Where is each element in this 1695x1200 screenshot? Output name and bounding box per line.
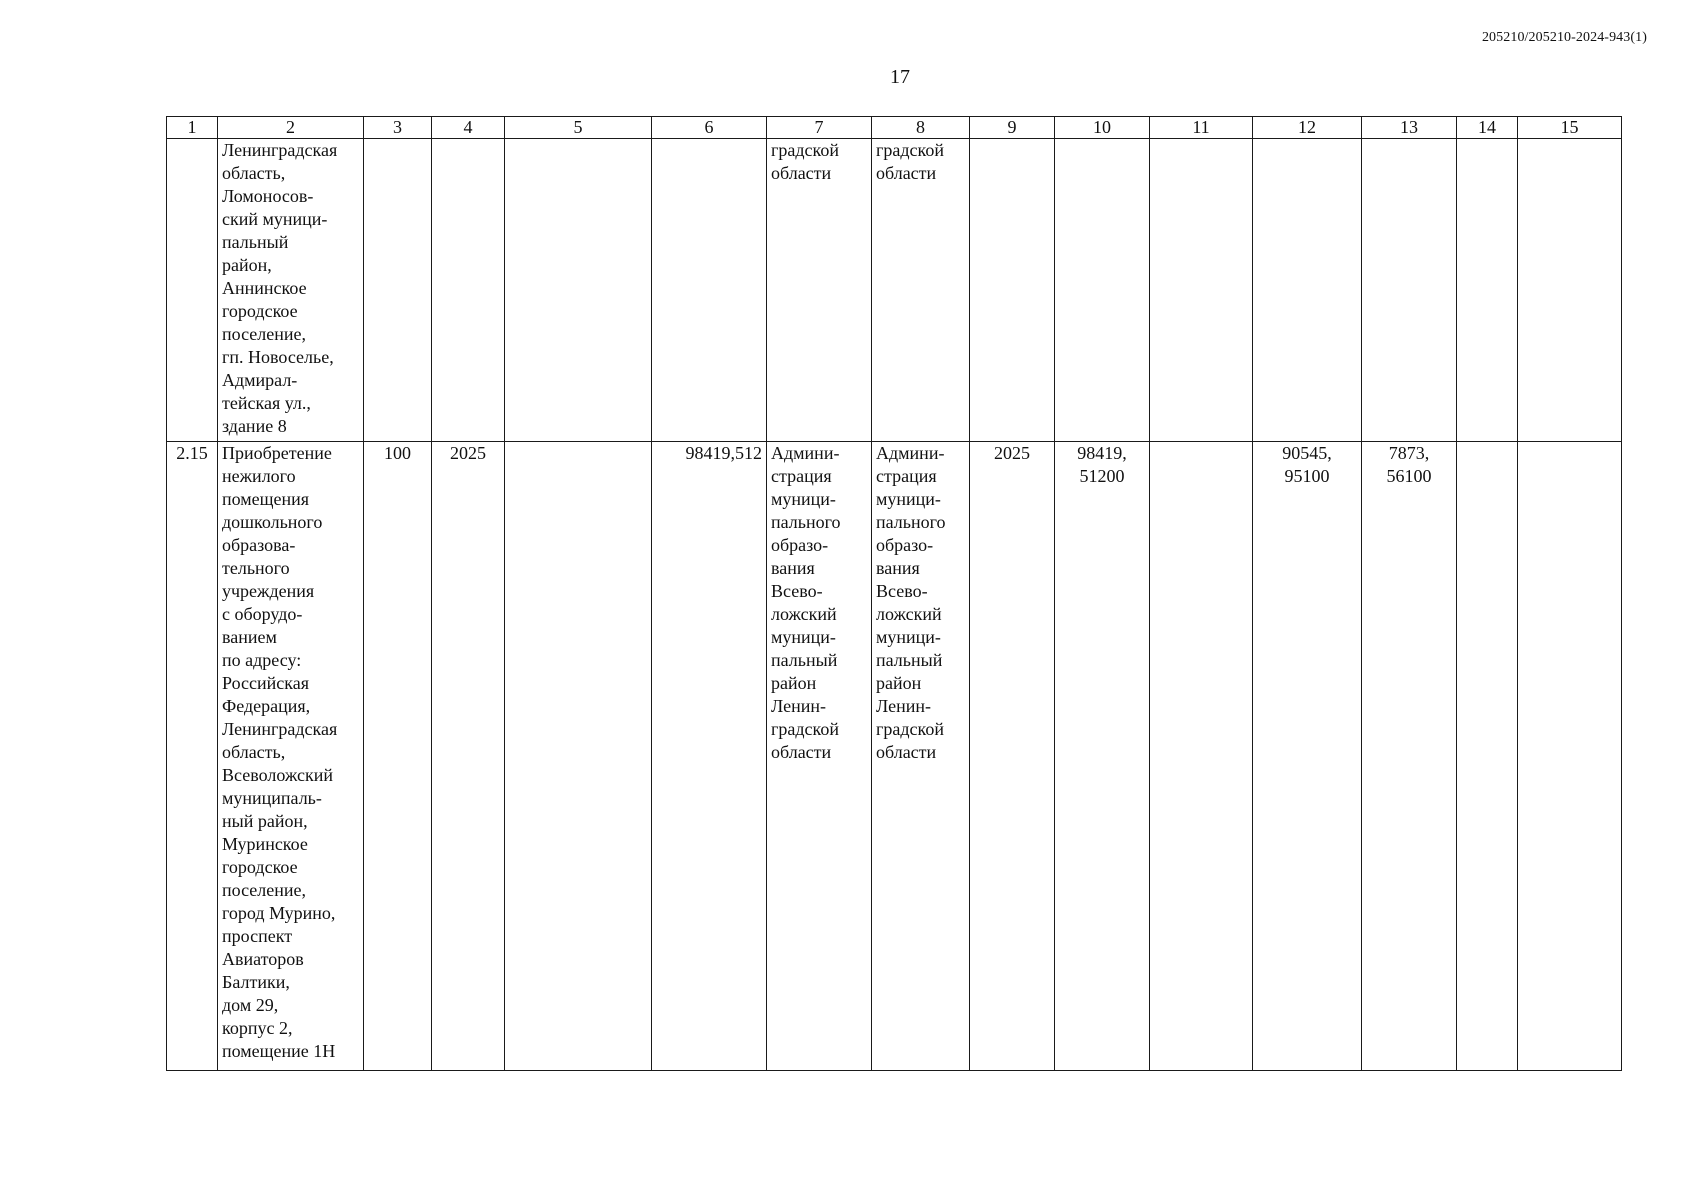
cell-line: градской bbox=[876, 140, 944, 160]
cell-line: области bbox=[876, 742, 937, 762]
cell-col14 bbox=[1457, 139, 1518, 442]
cell-line: страция bbox=[771, 466, 832, 486]
cell-col4 bbox=[432, 139, 505, 442]
cell-col13 bbox=[1362, 139, 1457, 442]
cell-line: здание 8 bbox=[222, 416, 287, 436]
cell-line: Ломоносов- bbox=[222, 186, 314, 206]
cell-line: 56100 bbox=[1386, 466, 1432, 486]
column-number: 7 bbox=[767, 117, 872, 139]
cell-line: муници- bbox=[876, 627, 941, 647]
cell-line: Авиаторов bbox=[222, 949, 304, 969]
cell-line: Всеволожский bbox=[222, 765, 333, 785]
column-number: 10 bbox=[1055, 117, 1150, 139]
cell-line: ложский bbox=[876, 604, 942, 624]
cell-col3 bbox=[364, 139, 432, 442]
cell-line: ный район, bbox=[222, 811, 308, 831]
cell-line: области bbox=[771, 163, 832, 183]
column-number: 15 bbox=[1518, 117, 1622, 139]
cell-line: дошкольного bbox=[222, 512, 323, 532]
cell-line: ложский bbox=[771, 604, 837, 624]
cell-line: помещение 1Н bbox=[222, 1041, 336, 1061]
cell-col3: 100 bbox=[364, 442, 432, 1071]
table-row bbox=[167, 139, 1622, 442]
column-number-row bbox=[167, 117, 1622, 139]
cell-line: 98419, bbox=[1077, 443, 1127, 463]
cell-line: Ленин- bbox=[876, 696, 931, 716]
cell-line: Приобретение bbox=[222, 443, 332, 463]
cell-col4: 2025 bbox=[432, 442, 505, 1071]
cell-col7 bbox=[767, 442, 872, 1071]
cell-col11 bbox=[1150, 139, 1253, 442]
data-table bbox=[166, 116, 1622, 1071]
cell-line: область, bbox=[222, 163, 286, 183]
cell-line: учреждения bbox=[222, 581, 315, 601]
cell-line: дом 29, bbox=[222, 995, 279, 1015]
cell-line: Админи- bbox=[876, 443, 945, 463]
cell-line: муници- bbox=[771, 627, 836, 647]
cell-line: с оборудо- bbox=[222, 604, 303, 624]
cell-description bbox=[218, 139, 364, 442]
column-number: 5 bbox=[505, 117, 652, 139]
cell-line: Ленинградская bbox=[222, 140, 338, 160]
cell-col10 bbox=[1055, 442, 1150, 1071]
cell-line: район bbox=[876, 673, 922, 693]
cell-col8 bbox=[872, 139, 970, 442]
column-number: 8 bbox=[872, 117, 970, 139]
cell-line: вания bbox=[771, 558, 815, 578]
column-number: 1 bbox=[167, 117, 218, 139]
table-row bbox=[167, 442, 1622, 1071]
cell-line: поселение, bbox=[222, 324, 307, 344]
cell-line: Адмирал- bbox=[222, 370, 298, 390]
cell-col5 bbox=[505, 442, 652, 1071]
cell-line: Всево- bbox=[876, 581, 928, 601]
column-number: 11 bbox=[1150, 117, 1253, 139]
cell-line: Российская bbox=[222, 673, 309, 693]
cell-line: тейская ул., bbox=[222, 393, 311, 413]
cell-line: ванием bbox=[222, 627, 277, 647]
cell-col7 bbox=[767, 139, 872, 442]
cell-col9: 2025 bbox=[970, 442, 1055, 1071]
cell-line: муници- bbox=[876, 489, 941, 509]
cell-line: городское bbox=[222, 857, 298, 877]
cell-line: муниципаль- bbox=[222, 788, 322, 808]
cell-index bbox=[167, 139, 218, 442]
cell-line: 90545, bbox=[1282, 443, 1332, 463]
cell-col14 bbox=[1457, 442, 1518, 1071]
column-number: 14 bbox=[1457, 117, 1518, 139]
cell-col12 bbox=[1253, 139, 1362, 442]
cell-col9 bbox=[970, 139, 1055, 442]
cell-line: район, bbox=[222, 255, 272, 275]
cell-col15 bbox=[1518, 442, 1622, 1071]
cell-line: пальный bbox=[771, 650, 838, 670]
cell-line: Федерация, bbox=[222, 696, 311, 716]
cell-line: гп. Новоселье, bbox=[222, 347, 334, 367]
cell-line: 95100 bbox=[1284, 466, 1330, 486]
column-number: 4 bbox=[432, 117, 505, 139]
cell-line: пальный bbox=[876, 650, 943, 670]
cell-line: Ленин- bbox=[771, 696, 826, 716]
cell-line: пального bbox=[876, 512, 946, 532]
document-id: 205210/205210-2024-943(1) bbox=[1481, 30, 1647, 45]
cell-line: образова- bbox=[222, 535, 296, 555]
cell-line: области bbox=[876, 163, 937, 183]
cell-col15 bbox=[1518, 139, 1622, 442]
cell-line: корпус 2, bbox=[222, 1018, 293, 1038]
cell-line: проспект bbox=[222, 926, 293, 946]
cell-line: вания bbox=[876, 558, 920, 578]
cell-line: нежилого bbox=[222, 466, 296, 486]
cell-line: образо- bbox=[876, 535, 934, 555]
cell-col13 bbox=[1362, 442, 1457, 1071]
cell-line: тельного bbox=[222, 558, 290, 578]
cell-line: пальный bbox=[222, 232, 289, 252]
column-number: 9 bbox=[970, 117, 1055, 139]
cell-line: градской bbox=[771, 140, 839, 160]
cell-line: ский муници- bbox=[222, 209, 328, 229]
cell-line: образо- bbox=[771, 535, 829, 555]
cell-col10 bbox=[1055, 139, 1150, 442]
cell-line: Всево- bbox=[771, 581, 823, 601]
cell-line: 51200 bbox=[1079, 466, 1125, 486]
page-number: 17 bbox=[890, 66, 910, 88]
column-number: 3 bbox=[364, 117, 432, 139]
cell-line: градской bbox=[771, 719, 839, 739]
column-number: 2 bbox=[218, 117, 364, 139]
cell-line: область, bbox=[222, 742, 286, 762]
cell-line: Аннинское bbox=[222, 278, 307, 298]
cell-line: помещения bbox=[222, 489, 310, 509]
column-number: 12 bbox=[1253, 117, 1362, 139]
cell-line: Админи- bbox=[771, 443, 840, 463]
cell-col6 bbox=[652, 139, 767, 442]
cell-col8 bbox=[872, 442, 970, 1071]
cell-line: по адресу: bbox=[222, 650, 302, 670]
cell-line: муници- bbox=[771, 489, 836, 509]
cell-col5 bbox=[505, 139, 652, 442]
cell-line: области bbox=[771, 742, 832, 762]
cell-line: город Мурино, bbox=[222, 903, 336, 923]
cell-line: страция bbox=[876, 466, 937, 486]
cell-col11 bbox=[1150, 442, 1253, 1071]
cell-line: поселение, bbox=[222, 880, 307, 900]
cell-line: пального bbox=[771, 512, 841, 532]
column-number: 6 bbox=[652, 117, 767, 139]
cell-line: градской bbox=[876, 719, 944, 739]
cell-line: Ленинградская bbox=[222, 719, 338, 739]
cell-col12 bbox=[1253, 442, 1362, 1071]
cell-description bbox=[218, 442, 364, 1071]
column-number: 13 bbox=[1362, 117, 1457, 139]
cell-line: Балтики, bbox=[222, 972, 290, 992]
cell-line: Муринское bbox=[222, 834, 308, 854]
cell-line: район bbox=[771, 673, 817, 693]
cell-col6: 98419,512 bbox=[652, 442, 767, 1071]
cell-line: городское bbox=[222, 301, 298, 321]
cell-line: 7873, bbox=[1388, 443, 1430, 463]
cell-index: 2.15 bbox=[167, 442, 218, 1071]
